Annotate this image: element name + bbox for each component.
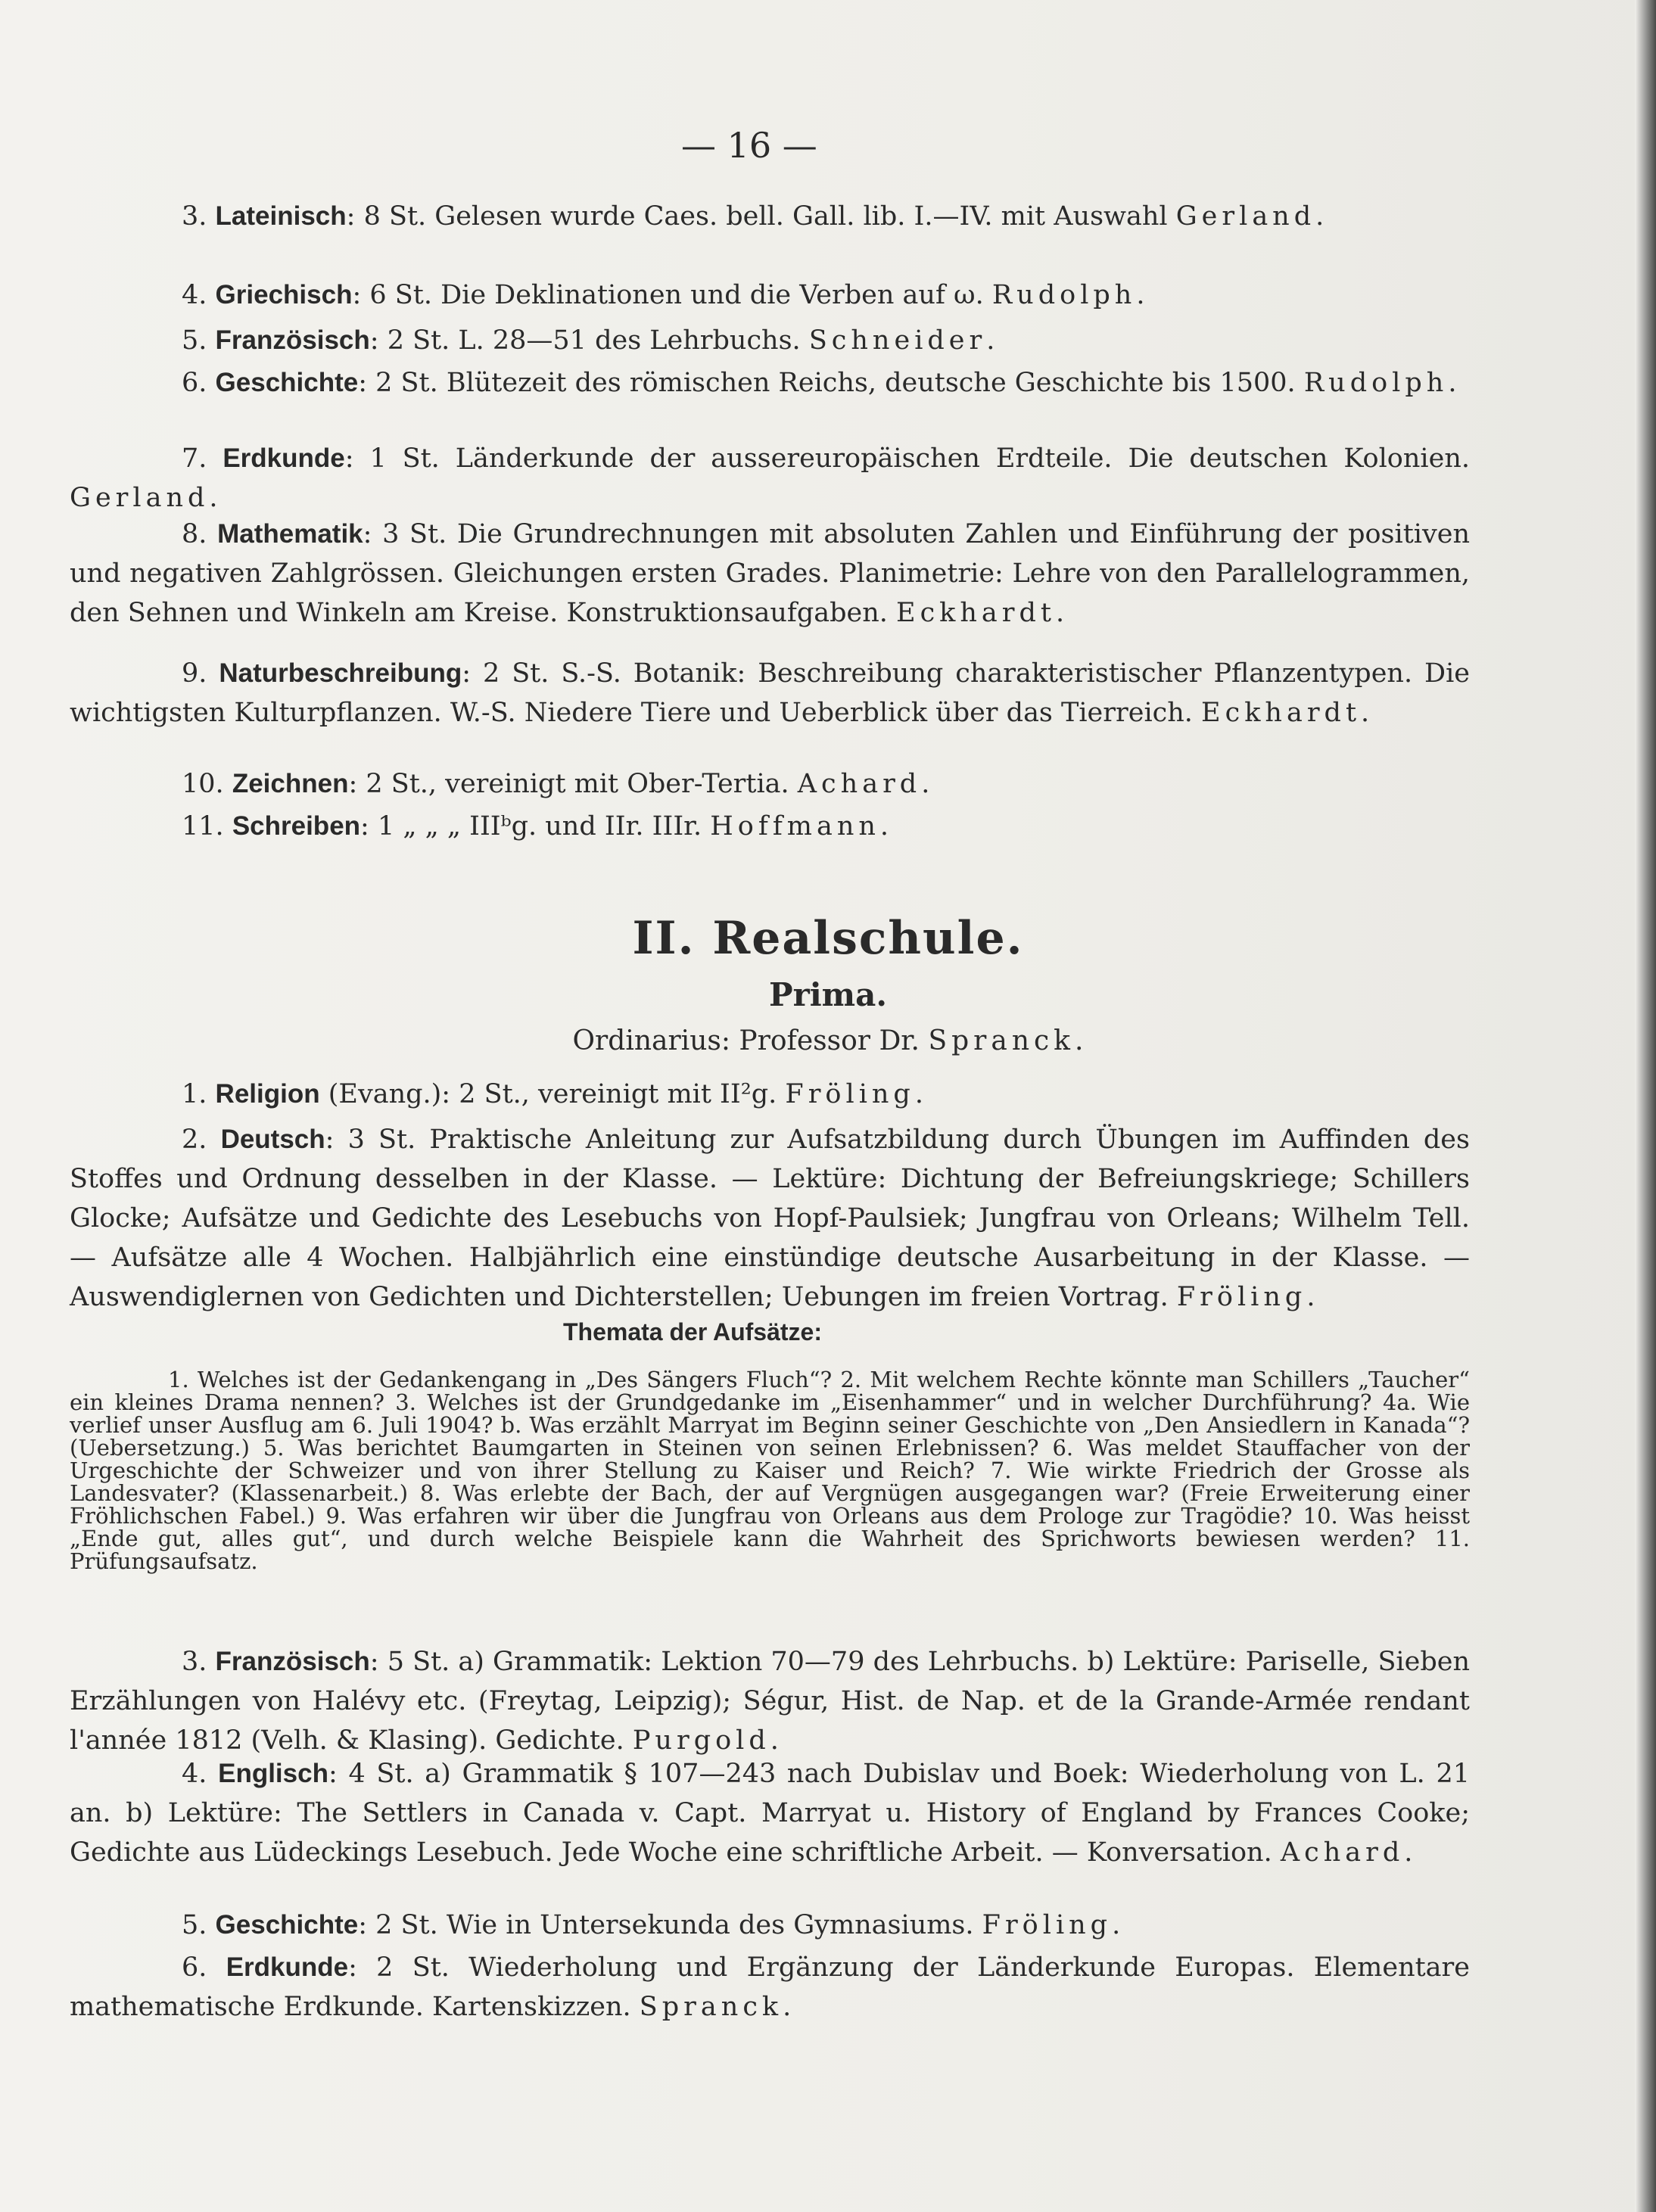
- ordinarius-line: Ordinarius: Professor Dr. Spranck.: [572, 1025, 1084, 1056]
- entry-lateinisch: 3. Lateinisch: 8 St. Gelesen wurde Caes. bell. Gall. lib. I.—IV. mit Auswahl Gerland.: [182, 201, 1324, 232]
- entry-naturbeschreibung: 9. Naturbeschreibung: 2 St. S.-S. Botanik: Beschreibung charakteristischer Pflanzentypen. Die wichtigsten Kulturpflanzen. W.-S. Niedere Tiere und Ueberblick über das Tierreich. Eckhardt.: [70, 658, 1470, 728]
- book-edge: [1635, 0, 1656, 2212]
- entry-mathematik: 8. Mathematik: 3 St. Die Grundrechnungen mit absoluten Zahlen und Einführung der positiven und negativen Zahlgrössen. Gleichungen ersten Grades. Planimetrie: Lehre von den Parallelogrammen, den Sehnen und Winkeln am Kreise. Konstruktionsaufgaben. Eckhardt.: [70, 519, 1470, 628]
- entry-schreiben: 11. Schreiben: 1 „ „ „ IIIᵇg. und IIr. IIIr. Hoffmann.: [182, 811, 889, 842]
- entry-franzoesisch: 5. Französisch: 2 St. L. 28—51 des Lehrbuchs. Schneider.: [182, 325, 995, 356]
- themata-heading: Themata der Aufsätze:: [563, 1318, 822, 1346]
- entry-erdkunde-2: 6. Erdkunde: 2 St. Wiederholung und Ergänzung der Länderkunde Europas. Elementare mathematische Erdkunde. Kartenskizzen. Spranck.: [70, 1952, 1470, 2022]
- section-heading: II. Realschule.: [632, 912, 1024, 965]
- entry-geschichte: 6. Geschichte: 2 St. Blütezeit des römischen Reichs, deutsche Geschichte bis 1500. Rudolph.: [182, 368, 1457, 398]
- entry-geschichte-2: 5. Geschichte: 2 St. Wie in Untersekunda des Gymnasiums. Fröling.: [182, 1910, 1121, 1940]
- page-number: — 16 —: [681, 125, 817, 166]
- entry-deutsch: 2. Deutsch: 3 St. Praktische Anleitung zur Aufsatzbildung durch Übungen im Auffinden des Stoffes und Ordnung desselben in der Klasse. — Lektüre: Dichtung der Befreiungskriege; Schillers Glocke; Aufsätze und Gedichte des Lesebuchs von Hopf-Paulsiek; Jungfrau von Orleans; Wilhelm Tell. — Aufsätze alle 4 Wochen. Halbjährlich eine einstündige deutsche Ausarbeitung in der Klasse. — Auswendiglernen von Gedichten und Dichterstellen; Uebungen im freien Vortrag. Fröling.: [70, 1125, 1470, 1312]
- entry-zeichnen: 10. Zeichnen: 2 St., vereinigt mit Ober-Tertia. Achard.: [182, 769, 930, 799]
- entry-franzoesisch-2: 3. Französisch: 5 St. a) Grammatik: Lektion 70—79 des Lehrbuchs. b) Lektüre: Pariselle, Sieben Erzählungen von Halévy etc. (Freytag, Leipzig); Ségur, Hist. de Nap. et de la Grande-Armée rendant l'année 1812 (Velh. & Klasing). Gedichte. Purgold.: [70, 1647, 1470, 1756]
- entry-englisch: 4. Englisch: 4 St. a) Grammatik § 107—243 nach Dubislav und Boek: Wiederholung von L. 21 an. b) Lektüre: The Settlers in Canada v. Capt. Marryat u. History of England by Frances Cooke; Gedichte aus Lüdeckings Lesebuch. Jede Woche eine schriftliche Arbeit. — Konversation. Achard.: [70, 1759, 1470, 1868]
- themata-list: [70, 1368, 1470, 1573]
- entry-griechisch: 4. Griechisch: 6 St. Die Deklinationen und die Verben auf ω. Rudolph.: [182, 280, 1145, 310]
- themata-text: 1. Welches ist der Gedankengang in „Des Sängers Fluch“? 2. Mit welchem Rechte könnte man Schillers „Taucher“ ein kleines Drama nennen? 3. Welches ist der Grundgedanke im „Eisenhammer“ und in welcher Durchführung? 4a. Wie verlief unser Ausflug am 6. Juli 1904? b. Was erzählt Marryat im Beginn seiner Geschichte von „Den Ansiedlern in Kanada“? (Uebersetzung.) 5. Was berichtet Baumgarten in Steinen von seinen Erlebnissen? 6. Was meldet Stauffacher von der Urgeschichte der Schweizer und von ihrer Stellung zu Kaiser und Reich? 7. Wie wirkte Friedrich der Grosse als Landesvater? (Klassenarbeit.) 8. Was erlebte der Bach, der auf Vergnügen ausgegangen war? (Freie Erweiterung einer Fröhlichschen Fabel.) 9. Was erfahren wir über die Jungfrau von Orleans aus dem Prologe zur Tragödie? 10. Was heisst „Ende gut, alles gut“, und durch welche Beispiele kann die Wahrheit des Sprichworts bewiesen werden? 11. Prüfungsaufsatz.: [70, 1367, 1470, 1574]
- entry-religion: 1. Religion (Evang.): 2 St., vereinigt mit II²g. Fröling.: [182, 1079, 923, 1109]
- entry-erdkunde: 7. Erdkunde: 1 St. Länderkunde der aussereuropäischen Erdteile. Die deutschen Kolonien. Gerland.: [70, 443, 1470, 513]
- class-heading: Prima.: [769, 976, 887, 1013]
